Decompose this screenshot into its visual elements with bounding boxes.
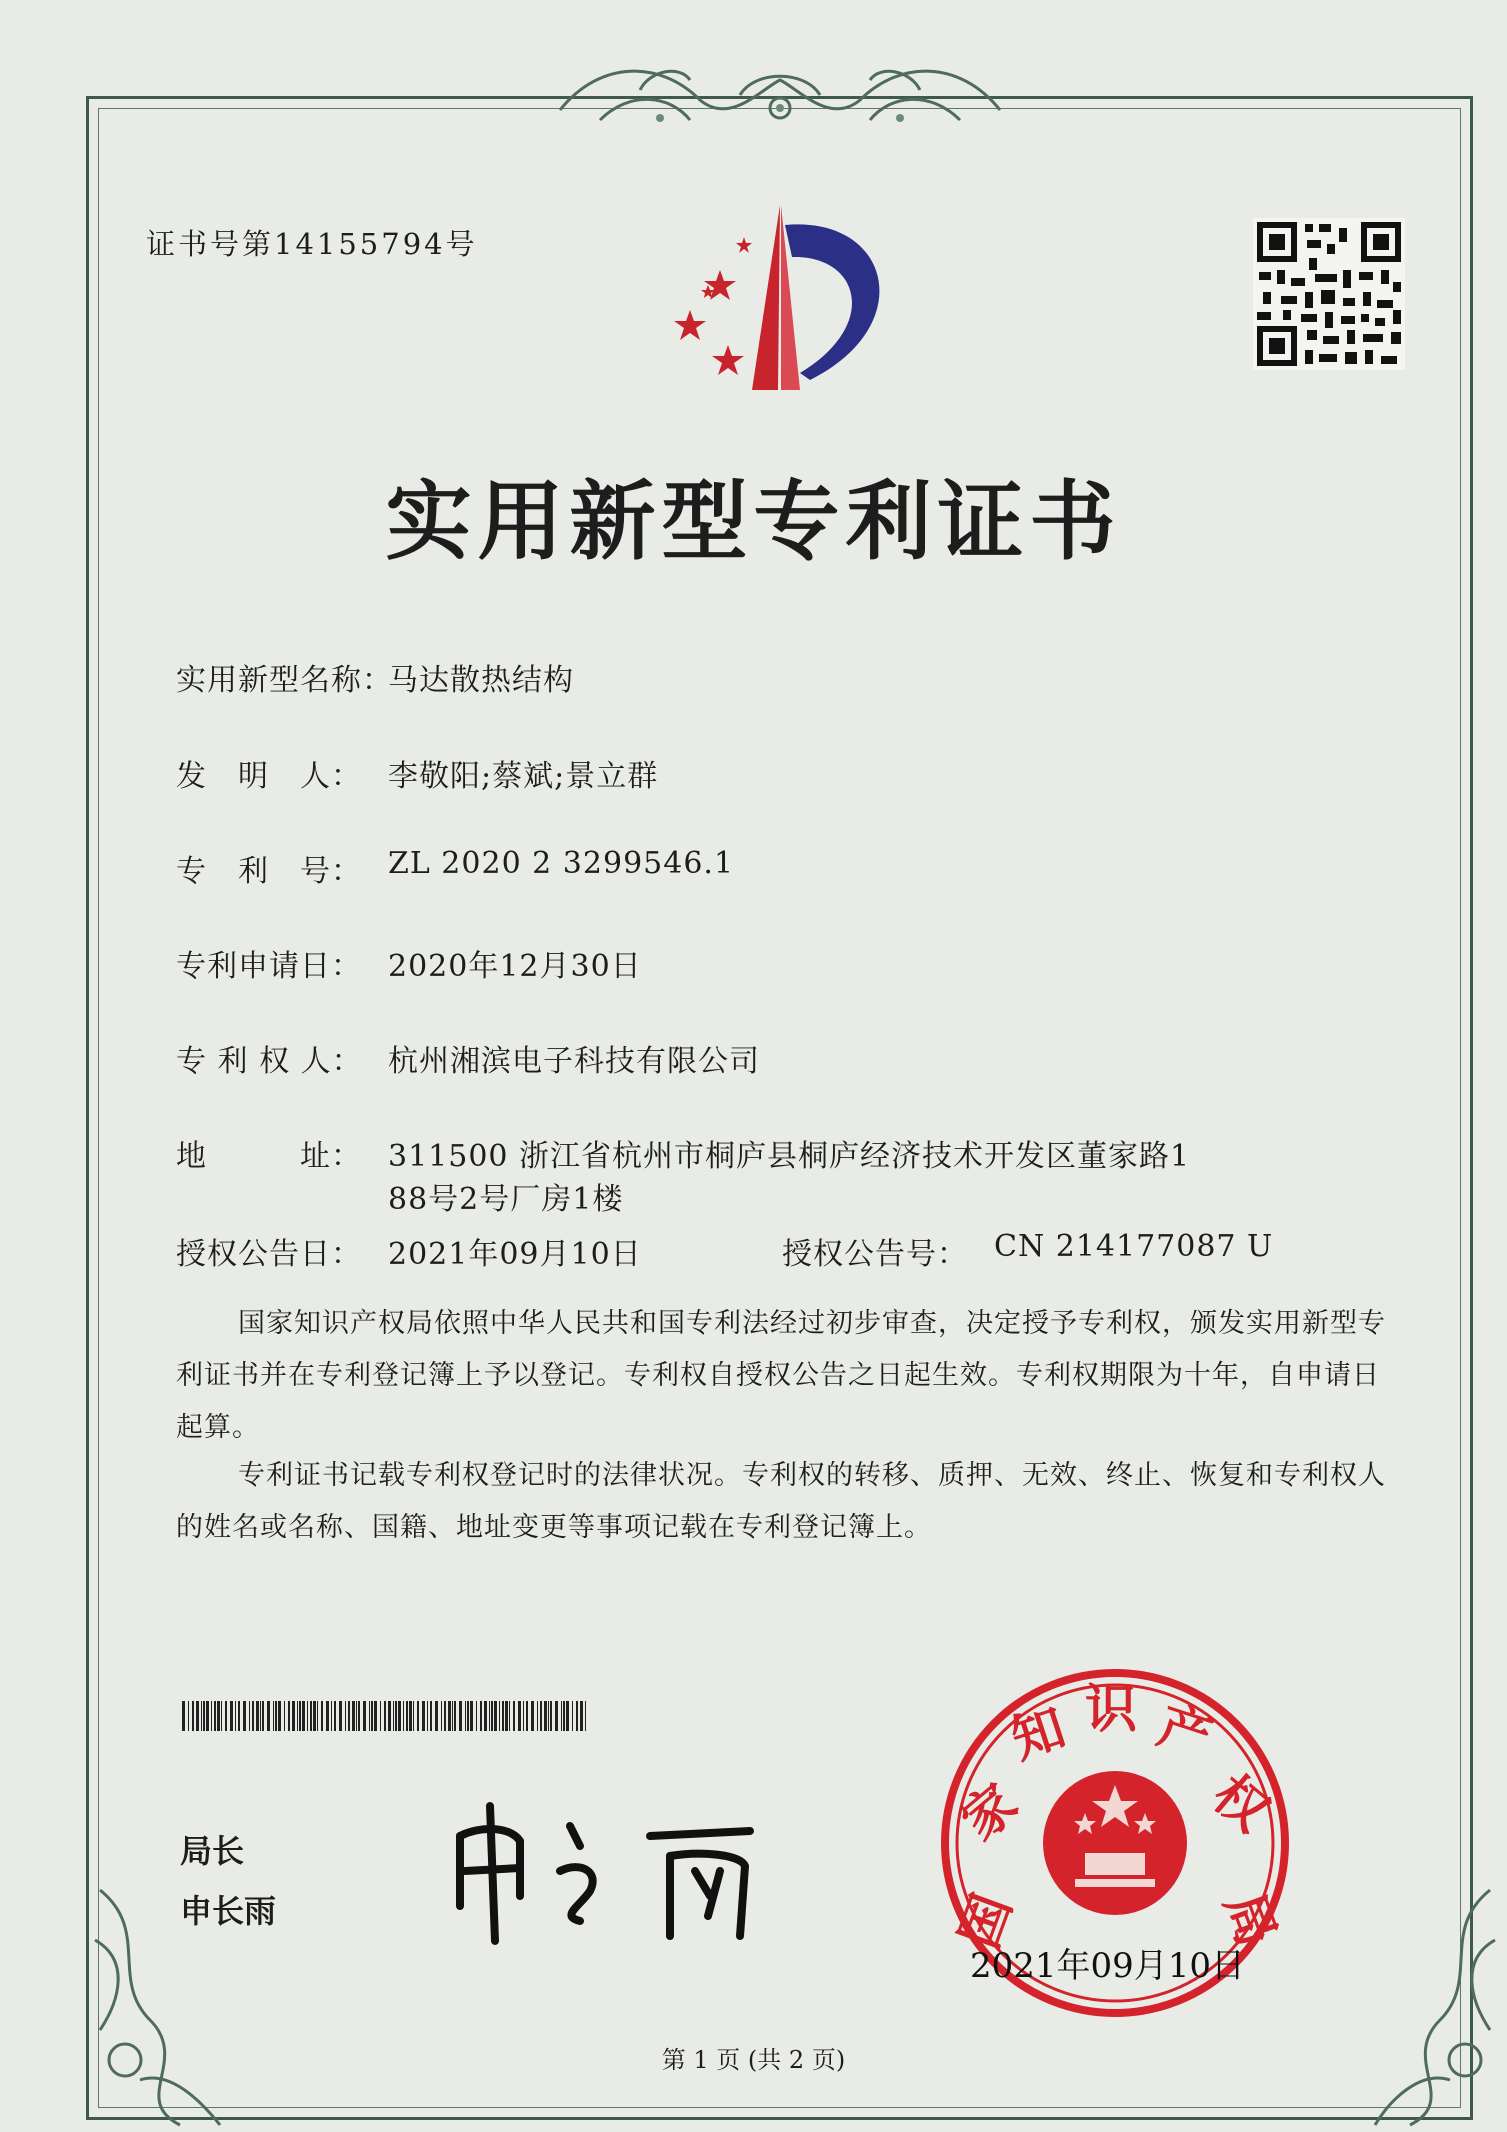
inventor-label: 发 明 人： <box>176 759 362 794</box>
svg-text:知: 知 <box>1004 1697 1073 1772</box>
application-date-label: 专利申请日： <box>176 949 362 984</box>
svg-text:局: 局 <box>1212 1885 1287 1955</box>
svg-text:权: 权 <box>1201 1764 1280 1844</box>
signatory-name: 申长雨 <box>180 1892 277 1930</box>
grant-number-label: 授权公告号： <box>782 1237 968 1272</box>
legal-status-paragraph: 专利证书记载专利权登记时的法律状况。专利权的转移、质押、无效、终止、恢复和专利权人的姓名或名称、国籍、地址变更等事项记载在专利登记簿上。 <box>176 1460 1386 1543</box>
svg-text:产: 产 <box>1150 1695 1219 1770</box>
grant-date-label: 授权公告日： <box>176 1237 362 1272</box>
svg-text:识: 识 <box>1085 1680 1138 1740</box>
utility-model-name-label: 实用新型名称： <box>176 663 393 698</box>
barcode-icon <box>182 1701 590 1731</box>
top-ornament-icon <box>540 50 1020 140</box>
inventor-value: 李敬阳;蔡斌;景立群 <box>388 759 659 794</box>
seal-date: 2021年09月10日 <box>970 1946 1246 1986</box>
svg-text:国: 国 <box>949 1886 1024 1957</box>
utility-model-name-value: 马达散热结构 <box>388 663 574 698</box>
corner-ornament-right-icon <box>1370 1880 1507 2130</box>
patentee-label: 专 利 权 人： <box>176 1044 363 1079</box>
patentee-value: 杭州湘滨电子科技有限公司 <box>388 1044 760 1079</box>
patent-number-label: 专 利 号： <box>176 854 362 889</box>
handwritten-signature-icon <box>440 1796 800 1946</box>
certificate-number: 证书号第14155794号 <box>146 227 478 261</box>
patent-number-value: ZL 2020 2 3299546.1 <box>388 846 735 881</box>
grant-number-value: CN 214177087 U <box>994 1229 1274 1264</box>
certificate-title: 实用新型专利证书 <box>385 472 1122 572</box>
application-date-value: 2020年12月30日 <box>388 949 642 984</box>
grant-date-value: 2021年09月10日 <box>388 1237 642 1272</box>
address-label: 地 址： <box>176 1139 362 1174</box>
cnipa-logo-icon <box>660 205 910 395</box>
grant-statement-paragraph: 国家知识产权局依照中华人民共和国专利法经过初步审查，决定授予专利权，颁发实用新型专利证书并在专利登记簿上予以登记。专利权自授权公告之日起生效。专利权期限为十年，自申请日起算。 <box>176 1308 1386 1443</box>
signature-title: 局长 <box>180 1832 245 1870</box>
page-number: 第 1 页 (共 2 页) <box>661 2046 846 2074</box>
address-line-1: 311500 浙江省杭州市桐庐县桐庐经济技术开发区董家路1 <box>388 1139 1191 1174</box>
svg-text:家: 家 <box>950 1773 1030 1853</box>
qr-code-icon <box>1253 218 1405 370</box>
address-line-2: 88号2号厂房1楼 <box>388 1182 624 1217</box>
